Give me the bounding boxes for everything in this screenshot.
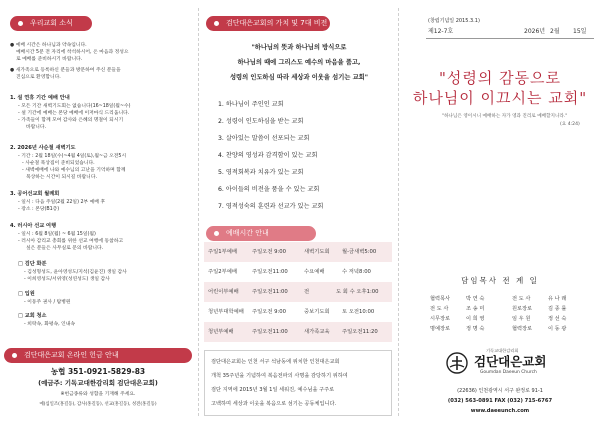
issue-month: 2월 bbox=[550, 28, 560, 35]
staff-grid bbox=[430, 296, 580, 340]
service-time: 월-금새벽5:00 bbox=[342, 249, 377, 255]
left-panel bbox=[0, 0, 196, 424]
service-time: 주일오전 9:00 bbox=[252, 309, 287, 315]
church-address: (22636) 인천광역시 서구 완정로 91-1 bbox=[457, 388, 543, 394]
sub-1-line: - 이희영성도/서위영(성연성도) 생일 감사 bbox=[24, 277, 110, 282]
intro-line: 로 예배를 준비하시기 바랍니다. bbox=[16, 57, 83, 62]
bullet-dot-icon bbox=[214, 231, 219, 236]
section-3-title: 3. 공어선교회 월례회 bbox=[10, 191, 60, 197]
service-time: 도 회 수 오후1:00 bbox=[336, 289, 379, 295]
service-row bbox=[204, 242, 392, 262]
section-4-line: - 일시 : 6월 8일(월) ~ 6월 15일(월) bbox=[18, 232, 96, 237]
church-logo-block bbox=[424, 348, 582, 378]
vision-statement-line: "하나님의 뜻과 하나님의 방식으로 bbox=[251, 44, 347, 51]
service-name: 청년부대학예배 bbox=[208, 309, 244, 315]
fold-divider bbox=[198, 8, 199, 416]
service-name: 새벽기도회 bbox=[304, 249, 330, 255]
bullet-dot-icon bbox=[12, 353, 17, 358]
service-time: 주일오전11:00 bbox=[252, 329, 288, 335]
service-time: 주일오전 9:00 bbox=[252, 249, 287, 255]
church-intro-line: 검단대은교회는 인천 서구 석남동에 위치한 인천대은교회 bbox=[211, 359, 340, 365]
section-1-line: - 모든 기간 새벽기도회는 없습니다(16~18일(월~수) bbox=[18, 104, 131, 109]
denomination: 기독교대한감리회 bbox=[486, 348, 519, 353]
news-header-label: 우리교회 소식 bbox=[30, 19, 73, 27]
church-intro-box bbox=[204, 350, 392, 416]
service-name: 새가족교육 bbox=[304, 329, 330, 335]
vision-item: 2. 성령이 인도하심을 받는 교회 bbox=[218, 118, 304, 125]
news-header bbox=[10, 16, 92, 31]
service-name: 수요예배 bbox=[304, 269, 325, 275]
service-time: 주일오전11:20 bbox=[342, 329, 378, 335]
vision-statement bbox=[206, 38, 392, 90]
bullet-dot-icon bbox=[214, 21, 219, 26]
staff-role: 명예장로 bbox=[430, 326, 451, 332]
vision-item: 1. 하나님이 주인인 교회 bbox=[218, 101, 284, 108]
staff-role: 전 도 사 bbox=[512, 296, 531, 302]
right-panel bbox=[400, 0, 600, 424]
intro-line: ● 새가족으로 등록하신 분들과 방문하여 주신 분들을 bbox=[10, 68, 121, 73]
service-name: 중보기도회 bbox=[304, 309, 330, 315]
staff-name: 김 종 률 bbox=[548, 306, 567, 312]
slogan-line-1: "성령의 감동으로 bbox=[438, 69, 562, 87]
staff-role: 원로장로 bbox=[512, 306, 533, 312]
issue-number: 제12-7호 bbox=[428, 28, 454, 35]
sub-2-title: □ 입원 bbox=[18, 291, 35, 297]
issue-day: 15일 bbox=[573, 28, 587, 35]
vision-item: 4. 찬양의 영성과 감격함이 있는 교회 bbox=[218, 152, 318, 159]
vision-header bbox=[206, 16, 330, 31]
giving-header-label: 검단대은교회 온라인 헌금 안내 bbox=[24, 351, 119, 359]
staff-role: 협력장로 bbox=[512, 326, 533, 332]
service-time: 토 오전10:00 bbox=[342, 309, 375, 315]
section-1-line: 바랍니다. bbox=[26, 125, 47, 130]
service-row bbox=[204, 302, 392, 322]
section-1-line: - 가족들이 함께 모여 감사와 은혜의 명절이 되시기 bbox=[18, 118, 124, 123]
staff-name: 정 명 숙 bbox=[466, 326, 485, 332]
section-4-line: - 러시아 감리교 총회를 위한 선교 여행에 동참하고 bbox=[18, 239, 124, 244]
section-4-line: 싶은 분들은 사무실로 문의 바랍니다. bbox=[26, 246, 104, 251]
service-row bbox=[204, 322, 392, 342]
service-name: 어린이부예배 bbox=[208, 289, 239, 295]
service-time: 주일오전11:00 bbox=[252, 269, 288, 275]
sub-1-title: □ 검단 화분 bbox=[18, 261, 47, 267]
service-header-label: 예배시간 안내 bbox=[226, 229, 269, 237]
staff-role: 협력목사 bbox=[430, 296, 451, 302]
service-time: 수 저녁8:00 bbox=[342, 269, 371, 275]
church-intro-line: 검단 지역에 2015년 3월 1일 세워진, 예수님을 구주로 bbox=[211, 387, 335, 393]
senior-pastor: 담임목사 전 계 일 bbox=[461, 276, 539, 285]
sub-2-line: - 이동주 권사 / 탐병원 bbox=[24, 300, 71, 305]
intro-line: ● 예배 시간은 하나님과 약속입니다. bbox=[10, 43, 87, 48]
service-row bbox=[204, 262, 392, 282]
slogan-line-2: 하나님이 이끄시는 교회" bbox=[412, 89, 588, 107]
section-2-line: 묵상하는 시간이 되시길 바랍니다. bbox=[26, 175, 97, 180]
section-1-title: 1. 설 연휴 기간 예배 안내 bbox=[10, 95, 70, 101]
section-2-title: 2. 2026년 사순절 새벽기도 bbox=[10, 145, 76, 151]
verse-text: "하나님은 영이시니 예배하는 자가 영과 진리로 예배할지니라." bbox=[442, 114, 568, 119]
verse-reference: (요 4:24) bbox=[560, 122, 580, 127]
vision-item: 7. 영적성숙의 훈련과 선교가 있는 교회 bbox=[218, 203, 324, 210]
service-time: 주일오전11:00 bbox=[252, 289, 288, 295]
header-rule bbox=[426, 38, 594, 39]
service-name: 전 bbox=[304, 289, 310, 295]
vision-statement-line: 하나님의 때에 그리스도 예수의 마음을 품고, bbox=[237, 59, 361, 66]
giving-example: 예)십일조(홍길동), 감사(홍길동), 선교(홍길동), 성전(홍길동) bbox=[39, 402, 157, 407]
staff-name: 이 희 영 bbox=[466, 316, 485, 322]
staff-role: 전 도 사 bbox=[430, 306, 449, 312]
giving-account-holder: (예금주: 기독교대한감리회 검단대은교회) bbox=[38, 379, 158, 387]
section-3-line: - 일시 : 다음 주일(2월 22일) 2부 예배 후 bbox=[18, 200, 106, 205]
intro-line: 예배시간 5분 전 자리에 착석하시어, 온 마음과 정성으 bbox=[16, 50, 129, 55]
church-intro-line: 고백하며 세상과 이웃을 복음으로 섬기는 공동체입니다. bbox=[211, 401, 337, 407]
service-header bbox=[206, 226, 316, 241]
bullet-dot-icon bbox=[18, 21, 23, 26]
vision-item: 5. 영적회복과 치유가 있는 교회 bbox=[218, 169, 304, 176]
service-row bbox=[204, 282, 392, 302]
staff-name: 유 나 래 bbox=[548, 296, 567, 302]
staff-name: 박 연 숙 bbox=[466, 296, 485, 302]
church-emblem-icon bbox=[446, 352, 468, 374]
section-4-title: 4. 러시아 선교 여행 bbox=[10, 223, 57, 229]
middle-panel bbox=[200, 0, 396, 424]
staff-role: 임 우 원 bbox=[512, 316, 531, 322]
church-phone-fax: (032) 563-0891 FAX (032) 715-6767 bbox=[447, 398, 553, 404]
section-2-line: - 사순절 묵상집이 준비되었습니다. bbox=[22, 161, 95, 166]
vision-item: 3. 살아있는 말씀이 선포되는 교회 bbox=[218, 135, 310, 142]
fold-divider bbox=[398, 8, 399, 416]
giving-header bbox=[4, 348, 192, 363]
church-intro-line: 개척 35주년을 기념하여 복음전파의 사명을 감당하기 위하여 bbox=[211, 373, 348, 379]
staff-role: 시무장로 bbox=[430, 316, 451, 322]
staff-name: 조 송 미 bbox=[466, 306, 485, 312]
church-website: www.daeeunch.com bbox=[470, 408, 530, 414]
service-name: 주일1부예배 bbox=[208, 249, 237, 255]
section-2-line: - 새벽예배에 나와 예수님의 고난을 기억하며 함께 bbox=[22, 168, 126, 173]
staff-name: 이 동 광 bbox=[548, 326, 567, 332]
giving-bank-account: 농협 351-0921-5829-83 bbox=[50, 367, 146, 376]
vision-statement-line: 성령의 인도하심 따라 세상과 이웃을 섬기는 교회" bbox=[229, 74, 369, 81]
sub-3-line: - 희락속, 화평속, 인내속 bbox=[24, 322, 76, 327]
section-2-line: - 기간 : 2월 18일(수)~4월 4일(토),월~금 오전5시 bbox=[18, 154, 127, 159]
section-3-line: - 장소 : 본당(B1층) bbox=[18, 207, 60, 212]
church-name: 검단대은교회 bbox=[474, 354, 547, 369]
service-name: 청년부예배 bbox=[208, 329, 234, 335]
sub-3-title: □ 교회 청소 bbox=[18, 313, 47, 319]
sub-1-line: - 김성형성도, 윤아영성도/지석(김윤진) 생일 감사 bbox=[24, 270, 127, 275]
vision-header-label: 검단대은교회의 가치 및 7대 비전 bbox=[226, 19, 328, 27]
section-1-line: - 설 기간에 예배는 본당 예배에 이저마식 드리웁니다. bbox=[18, 111, 130, 116]
service-name: 주일2부예배 bbox=[208, 269, 237, 275]
issue-year: 2026년 bbox=[524, 28, 546, 35]
giving-note: ※헌금종류와 성함을 기재해 주세요. bbox=[60, 392, 136, 397]
founding-date: (창립기념일 2015.3.1) bbox=[428, 18, 480, 24]
church-name-english: Goumdan Daeeun Church bbox=[480, 370, 537, 375]
staff-name: 정 선 숙 bbox=[548, 316, 567, 322]
intro-line: 진심으로 환영합니다. bbox=[16, 75, 61, 80]
vision-item: 6. 아이들의 비전을 품을 수 있는 교회 bbox=[218, 186, 320, 193]
